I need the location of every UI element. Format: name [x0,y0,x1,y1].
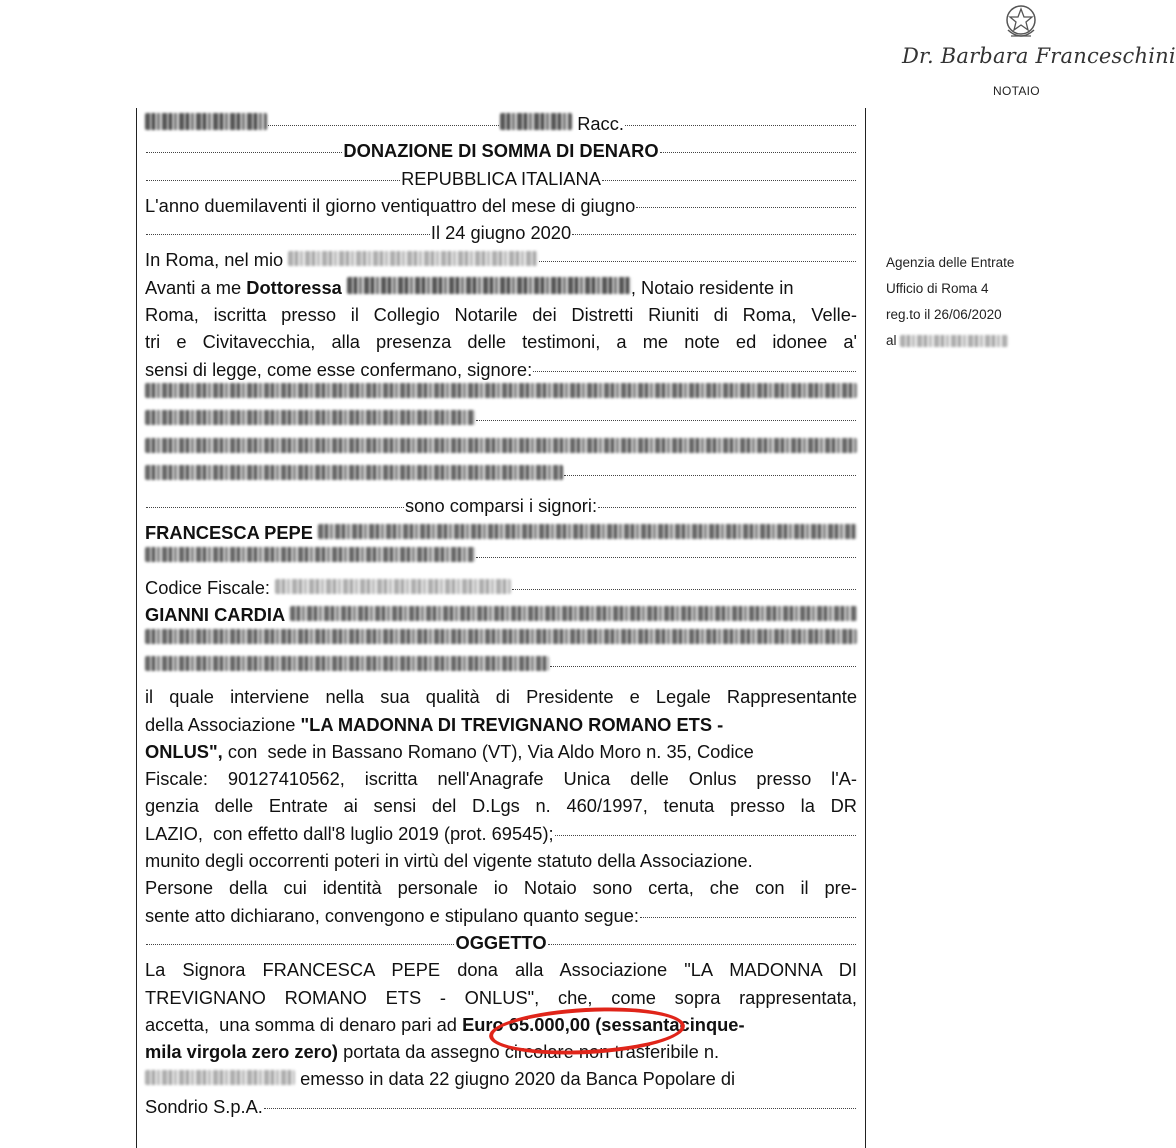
registration-line-agency: Agenzia delle Entrate [886,255,1015,270]
paragraph-line: munito degli occorrenti poteri in virtù del vigente statuto della Associazione. [145,850,753,872]
redacted-fiscal-code [275,579,511,594]
donor-address-line [145,547,857,574]
republic-emblem-icon [1003,2,1039,44]
place-line: In Roma, nel mio [145,246,857,273]
donation-amount-words-line: mila virgola zero zero) portata da assegno circolare non trasferibile n. [145,1041,720,1063]
association-line: della Associazione "LA MADONNA DI TREVIGNANO ROMANO ETS - [145,713,724,735]
paragraph-line: Persone della cui identità personale io Notaio sono certa, che con il pre- [145,877,857,899]
bank-line: Sondrio S.p.A. [145,1093,857,1120]
redacted-witness-line [145,438,857,465]
redacted-donor-address [145,547,475,562]
redacted-witness-line [145,410,857,437]
registration-line-number: al [886,328,1014,354]
paragraph-line: LAZIO, con effetto dall'8 luglio 2019 (prot. 69545); [145,820,857,847]
deed-title: DONAZIONE DI SOMMA DI DENARO [145,137,857,164]
oggetto-heading: OGGETTO [145,929,857,956]
redacted-address [288,251,538,266]
date-line: Il 24 giugno 2020 [145,219,857,246]
redacted-notary-name [347,277,631,294]
year-line: L'anno duemilaventi il giorno ventiquattro del mese di giugno [145,192,857,219]
donor-line: FRANCESCA PEPE [145,519,857,546]
notary-role: NOTAIO [993,84,1040,98]
donation-amount-line: accetta, una somma di denaro pari ad Euro 65.000,00 (sessantacinque- [145,1011,857,1038]
notary-line: Avanti a me Dottoressa , Notaio residente in [145,276,794,298]
association-line: ONLUS", con sede in Bassano Romano (VT), Via Aldo Moro n. 35, Codice [145,740,754,762]
paragraph-line: TREVIGNANO ROMANO ETS - ONLUS", che, come sopra rappresentata, [145,986,857,1008]
redacted-raccolta-number [500,113,572,130]
redacted-repertorio [145,113,267,130]
comparsi-line: sono comparsi i signori: [145,492,857,519]
registration-note [886,250,1014,354]
deed-document [145,110,857,1120]
redacted-registration-number [900,335,1008,347]
redacted-cheque-number [145,1070,295,1085]
notary-signature: Dr. Barbara Franceschini [902,44,1176,68]
paragraph-line: Roma, iscritta presso il Collegio Notarile dei Distretti Riuniti di Roma, Velle- [145,304,857,326]
donor-fiscal-code-line: Codice Fiscale: [145,574,857,601]
paragraph-line: il quale interviene nella sua qualità di Presidente e Legale Rappresentante [145,686,857,708]
donation-amount: Euro 65.000,00 [462,1013,591,1035]
deed-header-line: Racc. [145,110,857,137]
registration-line-office: Ufficio di Roma 4 [886,281,989,296]
redacted-witness-line [145,465,857,492]
republic-line: REPUBBLICA ITALIANA [145,165,857,192]
paragraph-line: La Signora FRANCESCA PEPE dona alla Associazione "LA MADONNA DI [145,959,857,981]
cheque-line: emesso in data 22 giugno 2020 da Banca Popolare di [145,1065,857,1092]
redacted-representative-line [145,629,857,656]
paragraph-line: Fiscale: 90127410562, iscritta nell'Anagrafe Unica delle Onlus presso l'A- [145,768,857,790]
registration-line-date: reg.to il 26/06/2020 [886,307,1002,322]
paragraph-line: genzia delle Entrate ai sensi del D.Lgs n. 460/1997, tenuta presso la DR [145,795,857,817]
redacted-representative-details [290,606,857,621]
redacted-donor-details [318,524,857,539]
redacted-witness-line [145,383,857,410]
paragraph-line: sensi di legge, come esse confermano, signore: [145,356,857,383]
paragraph-line: tri e Civitavecchia, alla presenza delle testimoni, a me note ed idonee a' [145,331,857,353]
paragraph-line: sente atto dichiarano, convengono e stipulano quanto segue: [145,902,857,929]
redacted-representative-line [145,656,857,683]
representative-line: GIANNI CARDIA [145,601,857,628]
